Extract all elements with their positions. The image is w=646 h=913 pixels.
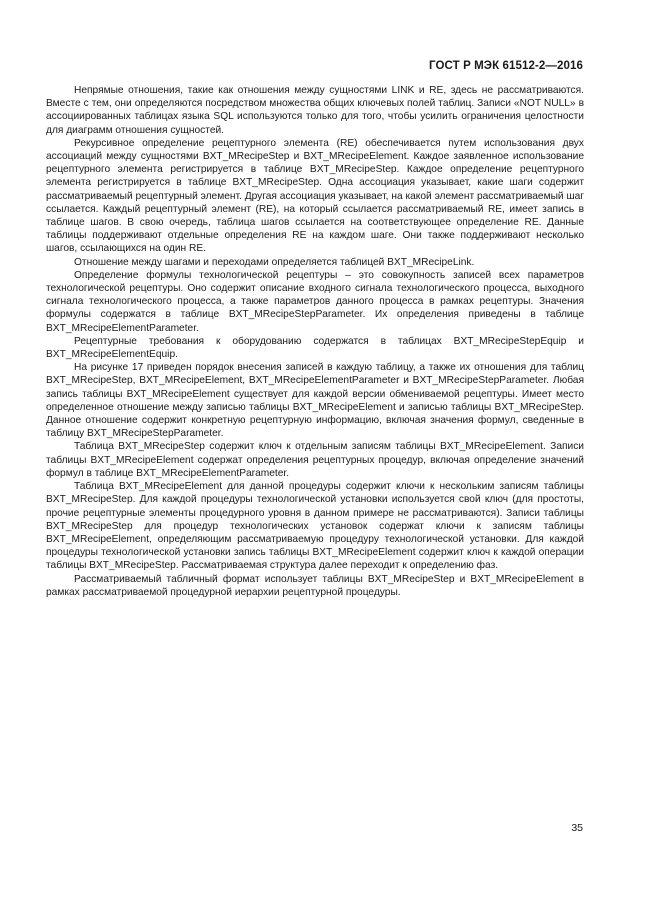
paragraph-recursive-definition: Рекурсивное определение рецептурного элемента (RE) обеспечивается путем использования двух ассоциаций между сущностями BXT_MRecipeStep и BXT_MRecipeElement. Каждое заявленное использование рецептурного элемента регистрируется в таблице BXT_MRecipeStep. Каждое определение рецептурного элемента регистрируется в таблице BXT_MRecipeStep. Одна ассоциация указывает, какие шаги содержит рассматриваемый рецептурный элемент. Другая ассоциация указывает, на какой элемент рассматриваемый шаг ссылается. Каждый рецептурный элемент (RE), на который ссылается рассматриваемый RE, имеет запись в таблице шагов. В свою очередь, таблица шагов ссылается на соответствующее определение RE. Данные таблицы поддерживают отдельные определения RE на каждом шаге. Они также поддерживают несколько шагов, ссылающихся на один RE.: [46, 137, 584, 255]
document-body: [46, 84, 584, 599]
paragraph-table-format: Рассматриваемый табличный формат использует таблицы BXT_MRecipeStep и BXT_MRecipeElement в рамках рассматриваемой процедурной иерархии рецептурной процедуры.: [46, 573, 584, 598]
paragraph-equipment-requirements: Рецептурные требования к оборудованию содержатся в таблицах BXT_MRecipeStepEquip и BXT_MRecipeElementEquip.: [46, 335, 584, 361]
page-number: 35: [571, 822, 583, 834]
paragraph-indirect-relations: Непрямые отношения, такие как отношения между сущностями LINK и RE, здесь не рассматриваются. Вместе с тем, они определяются посредством множества общих ключевых полей таблиц. Записи «NOT NULL» в ассоциированных таблицах языка SQL используются только для того, чтобы усилить ограничения целостности для диаграмм отношения сущностей.: [46, 85, 584, 136]
paragraph-step-table-keys: Таблица BXT_MRecipeStep содержит ключ к отдельным записям таблицы BXT_MRecipeElement. Записи таблицы BXT_MRecipeElement содержат определения рецептурных процедур, включая определение значений формул в таблице BXT_MRecipeElementParameter.: [46, 441, 584, 479]
standard-designation: ГОСТ Р МЭК 61512-2—2016: [429, 60, 583, 72]
paragraph-step-link-relation: Отношение между шагами и переходами определяется таблицей BXT_MRecipeLink.: [74, 256, 475, 268]
paragraph-figure-17-order: На рисунке 17 приведен порядок внесения записей в каждую таблицу, а также их отношения для таблиц BXT_MRecipeStep, BXT_MRecipeElement, BXT_MRecipeElementParameter и BXT_MRecipeStepParameter. Любая запись таблицы BXT_MRecipeElement существует для каждой версии обмениваемой рецептуры. Имеет место определенное отношение между записью таблицы BXT_MRecipeElement и записью таблицы BXT_MRecipeStep. Данное отношение содержит конкретную рецептурную информацию, включая значения формул, сведенные в таблицу BXT_MRecipeStepParameter.: [46, 362, 584, 440]
paragraph-element-table-keys: Таблица BXT_MRecipeElement для данной процедуры содержит ключи к нескольким записям таблицы BXT_MRecipeStep. Для каждой процедуры технологической установки используется свой ключ (для простоты, прочие рецептурные элементы процедурного уровня в данном примере не рассматриваются). Записи таблицы BXT_MRecipeStep для процедур технологических установок содержат ключи к записям таблицы BXT_MRecipeElement, определяющим рассматриваемую процедуру технологической установки. Для каждой процедуры технологической установки запись таблицы BXT_MRecipeElement содержит ключ к каждой операции таблицы BXT_MRecipeStep. Рассматриваемая структура далее переходит к определению фаз.: [46, 481, 584, 572]
paragraph-formula-definition: Определение формулы технологической рецептуры – это совокупность записей всех параметров технологической рецептуры. Оно содержит описание входного сигнала технологического процесса, выходного сигнала технологического процесса, а также параметров данного процесса в рамках рецептуры. Значения формулы содержатся в таблице BXT_MRecipeStepParameter. Их определения приведены в таблице BXT_MRecipeElementParameter.: [46, 269, 584, 334]
